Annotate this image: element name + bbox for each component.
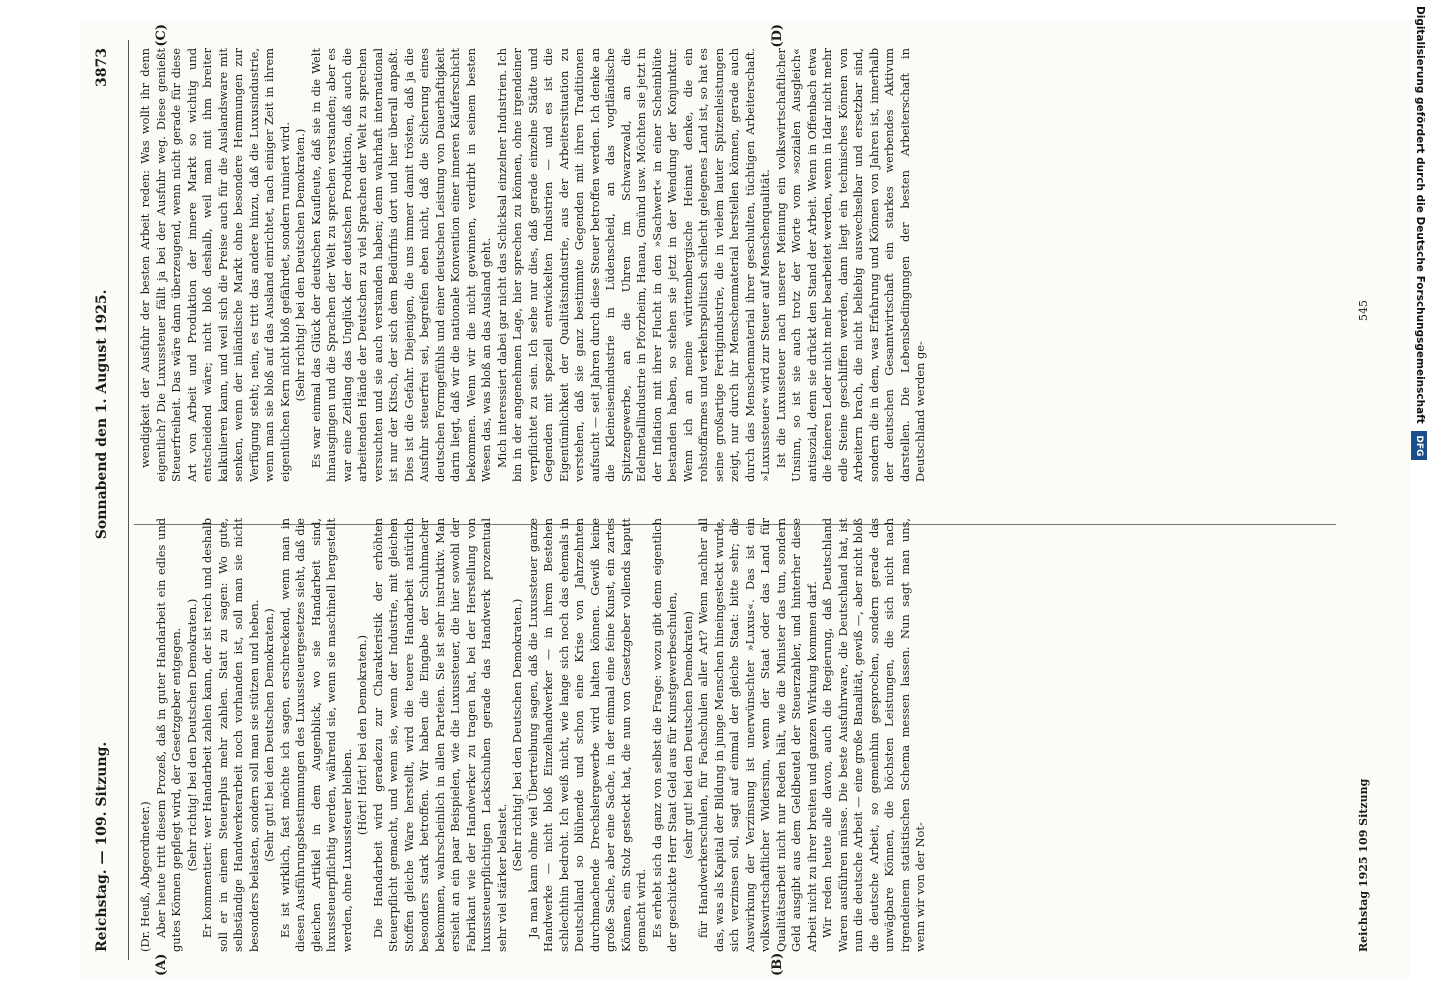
interjection: (Sehr richtig! bei den Deutschen Demokraten.): [293, 128, 307, 402]
digitization-credit: [1408, 6, 1432, 996]
rotated-page-content: [80, 20, 1410, 980]
paragraph: Ja man kann ohne viel Übertreibung sagen, daß die Luxussteuer ganze Handwerke — nicht bloß Einzelhandwerker — in ihrem Bestehen schlechthin bedroht. Ich weiß nicht, wie lange sich noch das ehemals in Deutschland so blühende und schon eine Krise von Jahrzehnten durchmachende Drechslergewerbe wird halten können. Gewiß keine große Sache, aber eine Sache, in der einmal eine feine Kunst, ein zartes Können, ein Stolz gesteckt hat, die nun von Gesetzgeber vollends kaputt gemacht wird.: [525, 518, 648, 952]
margin-mark-d: (D): [770, 24, 785, 48]
column-left: [138, 518, 1340, 952]
interjection: (Sehr richtig! bei den Deutschen Demokraten.): [510, 598, 524, 872]
interjection: (sehr gut! bei den Deutschen Demokraten): [680, 611, 695, 859]
margin-mark-b: (B): [770, 952, 785, 976]
interjection: (Hört! Hört! bei den Demokraten.): [355, 634, 369, 836]
page-number: 3873: [94, 48, 110, 87]
header-left: Reichstag. — 109. Sitzung.: [94, 741, 110, 952]
text-columns: [138, 48, 1340, 952]
column-right: [138, 48, 1340, 482]
paragraph: Es ist wirklich, fast möchte ich sagen, erschreckend, wenn man in diesen Ausführungsbestimmungen des Luxussteuergesetzes sieht, daß die gleichen Artikel in dem Augenblick, wo sie Handarbeit sind, luxussteuerpflichtig werden, während sie, wenn sie maschinell hergestellt werden, ohne Luxussteuer bleiben.: [277, 518, 354, 952]
paragraph: Mich interessiert dabei gar nicht das Schicksal einzelner Industrien. Ich bin in der angenehmen Lage, hier sprechen zu können, ohne irgendeiner verpflichtet zu sein. Ich sehe nur dies, daß gerade einzelne Städte und Gegenden mit speziell entwickelten Industrien — und es ist die Eigentümlichkeit der Qualitätsindustrie, aus der Arbeitersituation zu verstehen, daß sie ganz bestimmte Gegenden mit ihren Traditionen aufsucht — seit Jahren durch diese Steuer betroffen werden. Ich denke an die Kleineisenindustrie in Lüdenscheid, an das vogtländische Spitzengewerbe, an die Uhren im Schwarzwald, an die Edelmetallindustrie in Pforzheim, Hanau, Gmünd usw. Möchten sie jetzt in der Inflation mit ihrer Flucht in den »Sachwert« in einer Scheinblüte bestanden haben, so stehen sie jetzt in der Wendung der Konjunktur. Wenn ich an meine württembergische Heimat denke, die ein rohstoffarmes und verkehrspolitisch schlecht gelegenes Land ist, so hat es seine großartige Fertigindustrie, die in vielem lauter Spitzenleistungen zeigt, nur durch ihr Menschenmaterial herstellen können, gerade auch durch das Menschenmaterial ihrer geschulten, tüchtigen Arbeiterschaft. »Luxussteuer« wird zur Steuer auf Menschenqualität.: [494, 48, 772, 482]
interjection: (Sehr gut! bei den Deutschen Demokraten.): [262, 608, 276, 862]
dfg-logo: DFG: [1411, 431, 1427, 460]
paragraph: Wir reden heute alle davon, auch die Regierung, daß Deutschland Waren ausführen müsse. Die beste Ausfuhrware, die Deutschland hat, ist nun die deutsche Arbeit — eine große Banalität, gewiß —, aber nicht bloß die deutsche Arbeit, so gemeinhin gesprochen, sondern gerade das unwägbare Können, die höchsten Leistungen, die sich nicht nach irgendeinem statistischen Schema messen lassen. Nun sagt man uns, wenn wir von der Not-: [820, 518, 927, 952]
page-footer: [1357, 48, 1370, 952]
header-rule: [128, 40, 129, 960]
interjection: (Sehr richtig! bei den Deutschen Demokraten.): [184, 598, 199, 872]
scanned-page: [80, 20, 1410, 980]
credit-text: Digitalisierung gefördert durch die Deutsche Forschungsgemeinschaft: [1414, 6, 1426, 424]
paragraph: Es erhebt sich da ganz von selbst die Frage: wozu gibt denn eigentlich der geschickte Herr Staat Geld aus für Kunstgewerbeschulen,: [649, 518, 679, 952]
paragraph: wendigkeit der Ausfuhr der besten Arbeit reden: Was wollt ihr denn eigentlich? Die Luxussteuer fällt ja bei der Ausfuhr weg. Diese genießt Steuerfreiheit. Das wäre dann überzeugend, wenn nicht gerade für diese Art von Arbeit und Produktion der innere Markt so wichtig und entscheidend wäre; nicht bloß deshalb, weil man mit ihm breiter kalkulieren kann, und weil sich die Preise auch für die Auslandsware mit senken, wenn der inländische Markt ohne besondere Hemmungen zur Verfügung steht; nein, es tritt das andere hinzu, daß die Luxusindustrie, wenn man sie bloß auf das Ausland einrichtet, nach einiger Zeit in ihrem eigentlichen Kern nicht bloß gefährdet, sondern ruiniert wird.: [138, 48, 292, 482]
paragraph: Die Handarbeit wird geradezu zur Charakteristik der erhöhten Steuerpflicht gemacht, und wenn sie, wenn der Industrie, mit gleichen Stoffen gleiche Ware herstellt, wird die teuere Handarbeit natürlich besonders stark betroffen. Wir haben die Eingabe der Schuhmacher bekommen, wahrscheinlich in allen Parteien. Sie ist sehr instruktiv. Man ersieht an ein paar Beispielen, wie die Luxussteuer, die hier sowohl der Fabrikant wie der Handwerker zu tragen hat, bei der Herstellung von luxussteuerpflichtigen Lackschuhen gerade das Handwerk prozentual sehr viel stärker belastet.: [370, 518, 509, 952]
paragraph: Es war einmal das Glück der deutschen Kaufleute, daß sie in die Welt hinausgingen und die Sprachen der Welt zu sprechen verstanden; aber es war eine Zeitlang das Unglück der deutschen Produktion, daß auch die arbeitenden Hände der Deutschen zu viel Sprachen der Welt zu sprechen versuchten und sie auch verstanden haben; denn wahrhaft international ist nur der Kitsch, der sich dem Bedürfnis dort und hier überall anpaßt. Dies ist die Gefahr. Diejenigen, die uns immer damit trösten, daß ja die Ausfuhr steuerfrei sei, begreifen eben nicht, daß die Sicherung eines deutschen Formgefühls und einer deutschen Leistung von Dauerhaftigkeit darin liegt, daß wir die nationale Konvention einer inneren Käuferschicht bekommen. Wenn wir die nicht gewinnen, verdirbt in seinem besten Wesen das, was bloß an das Ausland geht.: [308, 48, 493, 482]
header-center: Sonnabend den 1. August 1925.: [94, 289, 110, 540]
footer-left: Reichstag 1925 109 Sitzung: [1357, 778, 1370, 952]
printer-signature: 545: [1357, 300, 1370, 321]
speaker-line: (Dr. Heuß, Abgeordneter.): [138, 801, 152, 952]
paragraph: Ist die Luxussteuer nach unserer Meinung ein volkswirtschaftlicher Unsinn, so ist sie auch trotz der Worte vom »sozialen Ausgleich« antisozial, denn sie drückt den Stand der Arbeit. Wenn in Offenbach etwa die feineren Leder nicht mehr bearbeitet werden, wenn in Idar nicht mehr edle Steine geschliffen werden, dann liegt ein technisches Können von Arbeitern brach, die nicht beliebig auswechselbar und ersetzbar sind, sondern die in dem, was Erfahrung und Können von Jahren ist, innerhalb der deutschen Gesamtwirtschaft ein starkes werbendes Aktivum darstellen. Die Lebensbedingungen der besten Arbeiterschaft in Deutschland werden ge-: [773, 48, 927, 482]
margin-mark-c: (C): [154, 24, 169, 47]
margin-mark-a: (A): [154, 953, 169, 976]
paragraph: für Handwerkerschulen, für Fachschulen aller Art? Wenn nachher all das, was als Kapital der Bildung in junge Menschen hineingesteckt wurde, sich verzinsen soll, sagt auf einmal der gleiche Staat: bitte sehr; die Auswirkung der Verzinsung ist unerwünschter »Luxus«. Das ist ein volkswirtschaftlicher Widersinn, wenn der Staat oder das Land für Qualitätsarbeit nicht nur Reden hält, wie die Minister das tun, sondern Geld ausgibt aus dem Geldbeutel der Steuerzahler, und hinterher diese Arbeit nicht zu ihrer breiten und ganzen Wirkung kommen darf.: [696, 518, 819, 952]
paragraph: Er kommentiert: wer Handarbeit zahlen kann, der ist reich und deshalb soll er in einem Steuerplus mehr zahlen. Statt zu sagen: Wo gute, selbständige Handwerkerarbeit noch vorhanden ist, soll man sie nicht besonders belasten, sondern soll man sie stützen und heben.: [200, 518, 261, 952]
running-header: [94, 20, 126, 980]
paragraph: Aber heute tritt diesem Prozeß, daß in guter Handarbeit ein edles und gutes Können gepflegt wird, der Gesetzgeber entgegen.: [153, 518, 183, 952]
